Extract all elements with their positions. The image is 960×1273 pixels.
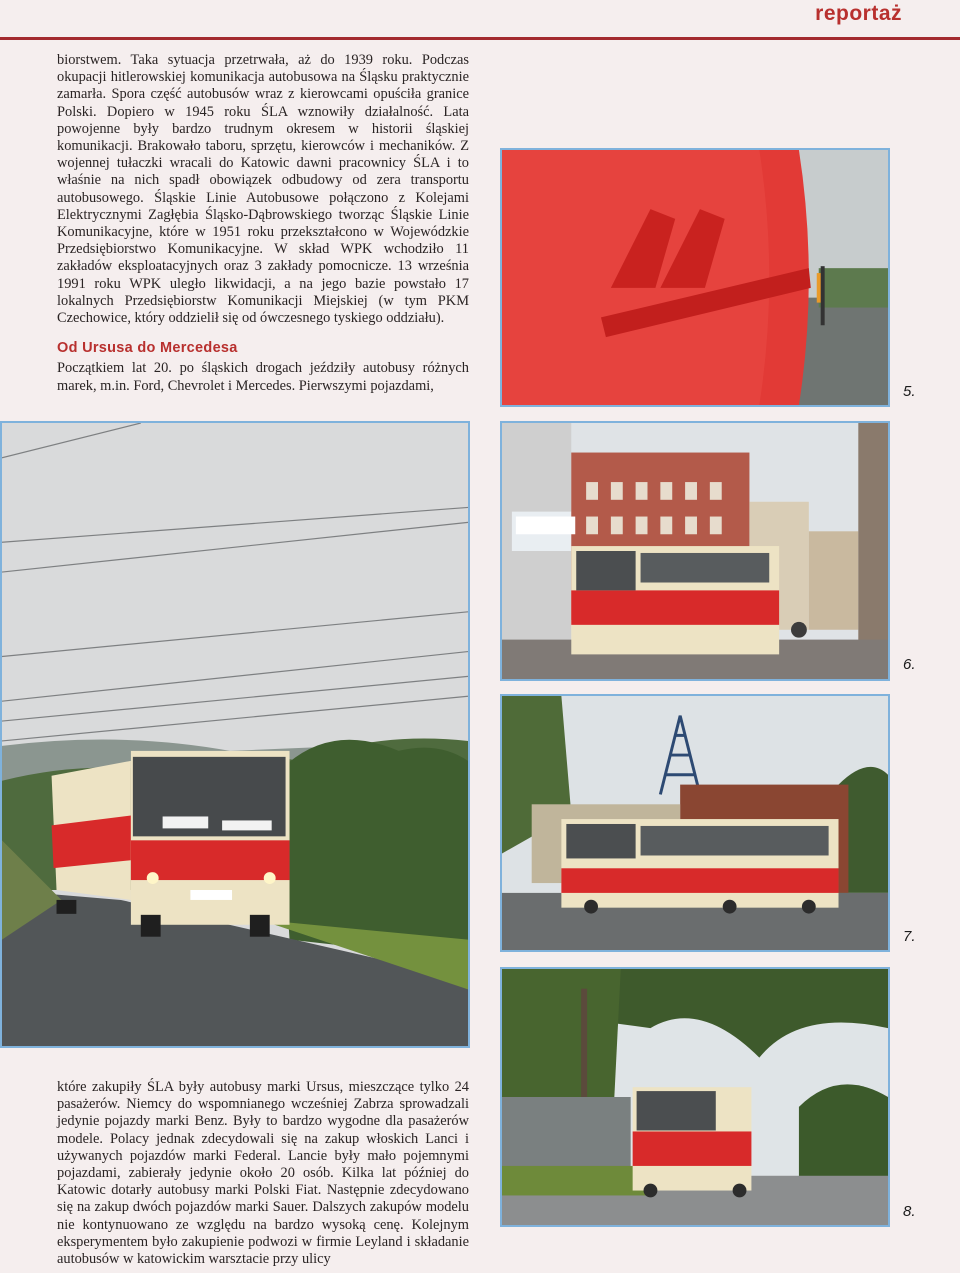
photo-bus-street [500,421,890,681]
photo-bus-trees [500,967,890,1227]
photo-bus-mine [500,694,890,952]
subheading: Od Ursusa do Mercedesa [57,340,238,357]
photo-bus-closeup [500,148,890,407]
photo-number-7: 7. [903,928,916,945]
header-rule [0,37,960,40]
article-paragraph-3: które zakupiły ŚLA były autobusy marki Ursus, mieszczące tylko 24 pasażerów. Niemcy do wspomnianego wcześniej Zabrza sprowadzali jedynie pojazdy marki Benz. Były to bardzo wygodne dla pasażerów modele. Polacy jednak zdecydowali się na zakup włoskich Lanci i używanych pojazdów marki Federal. Lancie były mało pojemnymi pojazdami, zabierały jedynie około 20 osób. Kilka lat później do Katowic dotarły autobusy marki Polski Fiat. Następnie zdecydowano się na zakup dwóch pojazdów marki Sauer. Dalszych zakupów modelu nie kontynuowano ze względu na bardzo wysoką cenę. Kolejnym eksperymentem było zakupienie podwozi w firmie Leyland i składanie autobusów w katowickim warsztacie przy ulicy [57,1079,469,1268]
photo-number-8: 8. [903,1203,916,1220]
article-paragraph-2: Początkiem lat 20. po śląskich drogach jeździły autobusy różnych marek, m.in. Ford, Chevrolet i Mercedes. Pierwszymi pojazdami, [57,360,469,394]
article-column-top [57,52,469,395]
photo-number-6: 6. [903,656,916,673]
article-paragraph: biorstwem. Taka sytuacja przetrwała, aż do 1939 roku. Podczas okupacji hitlerowskiej komunikacja autobusowa na Śląsku praktycznie zamarła. Spora część autobusów wraz z kierowcami opuściła granice Polski. Dopiero w 1945 roku ŚLA wznowiły działalność. Lata powojenne były bardzo trudnym okresem w historii śląskiej komunikacji. Brakowało taboru, sprzętu, kierowców i mechaników. Z wojennej tułaczki wracali do Katowic dawni pracownicy ŚLA i to właśnie na nich spadł obowiązek odbudowy od zera transportu autobusowego. Śląskie Linie Autobusowe połączono z Kolejami Elektrycznymi Zagłębia Śląsko-Dąbrowskiego tworząc Śląskie Linie Komunikacyjne, które w 1951 roku przekształcono w Wojewódzkie Przedsiębiorstwo Komunikacyjne. W skład WPK wchodziło 11 zakładów eksploatacyjnych oraz 3 zakłady pomocnicze. 13 września 1991 roku WPK uległo likwidacji, a na jego bazie powstało 17 lokalnych Przedsiębiorstw Komunikacji Miejskiej (w tym PKM Czechowice, który oddzielił się od ówczesnego tyskiego oddziału). [57,52,469,327]
section-title: reportaż [815,2,902,25]
photo-number-5: 5. [903,383,916,400]
article-column-bottom [57,1079,469,1268]
photo-bus-road [0,421,470,1048]
